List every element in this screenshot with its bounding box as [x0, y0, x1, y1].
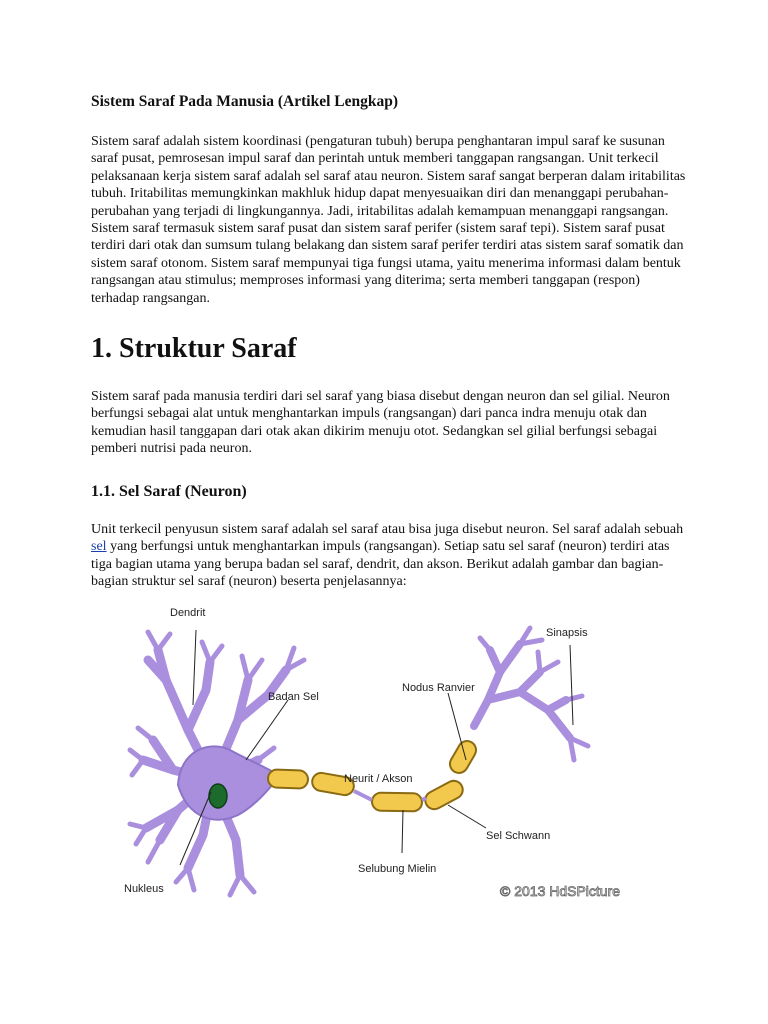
neuron-illustration	[118, 600, 638, 905]
label-badan-sel: Badan Sel	[268, 691, 319, 703]
intro-paragraph-1: Sistem saraf adalah sistem koordinasi (pengaturan tubuh) berupa penghantaran impul saraf ke susunan saraf pusat, pemrosesan impul saraf dan perintah untuk memberi tanggapan rangsangan. Unit terkecil pelaksanaan kerja sistem saraf adalah sel saraf atau neuron. Sistem saraf sangat berperan dalam iritabilitas tubuh. Iritabilitas memungkinkan makhluk hidup dapat menyesuaikan diri dan menanggapi perubahan-perubahan yang terjadi di lingkungannya. Jadi, iritabilitas adalah kemampuan menanggapi rangsangan.	[91, 134, 686, 219]
sel-link[interactable]: sel	[91, 539, 107, 555]
section-heading-struktur-saraf: 1. Struktur Saraf	[91, 333, 297, 365]
label-neurit-akson: Neurit / Akson	[344, 773, 413, 785]
article-title: Sistem Saraf Pada Manusia (Artikel Lengkap)	[91, 93, 398, 110]
intro-paragraph-2: Sistem saraf termasuk sistem saraf pusat dan sistem saraf perifer (sistem saraf tepi). Sistem saraf pusat terdiri dari otak dan sumsum tulang belakang dan sistem saraf perifer terdiri atas sistem saraf somatik dan sistem saraf otonom. Sistem saraf mempunyai tiga fungsi utama, yaitu menerima informasi dalam bentuk rangsangan atau stimulus; memproses informasi yang diterima; serta memberi tanggapan (respon) terhadap rangsangan.	[91, 221, 684, 306]
copyright-watermark: © 2013 HdSPicture	[500, 883, 621, 899]
section1-paragraph: Sistem saraf pada manusia terdiri dari sel saraf yang biasa disebut dengan neuron dan sel gilial. Neuron berfungsi sebagai alat untuk menghantarkan impuls (rangsangan) dari panca indra menuju otak dan kemudian hasil tanggapan dari otak akan dikirim menuju otot. Sedangkan sel gilial berfungsi sebagai pemberi nutrisi pada neuron.	[91, 389, 670, 457]
axon-terminal	[474, 628, 588, 760]
section11-paragraph	[91, 521, 691, 591]
label-sinapsis: Sinapsis	[546, 627, 588, 639]
label-dendrit: Dendrit	[170, 607, 206, 619]
neuron-diagram	[118, 600, 638, 905]
section11-text-after-link: yang berfungsi untuk menghantarkan impuls (rangsangan). Setiap satu sel saraf (neuron) terdiri atas tiga bagian utama yang berupa badan sel saraf, dendrit, dan akson. Berikut adalah gambar dan bagian-bagian struktur sel saraf (neuron) beserta penjelasannya:	[91, 539, 670, 589]
label-nukleus: Nukleus	[124, 883, 164, 895]
subsection-heading-sel-saraf: 1.1. Sel Saraf (Neuron)	[91, 482, 247, 500]
article-content	[91, 93, 691, 590]
label-nodus-ranvier: Nodus Ranvier	[402, 682, 475, 694]
nucleus	[209, 784, 227, 808]
label-sel-schwann: Sel Schwann	[486, 830, 551, 842]
section11-text-before-link: Unit terkecil penyusun sistem saraf adalah sel saraf atau bisa juga disebut neuron. Sel saraf adalah sebuah	[91, 521, 684, 537]
label-selubung-mielin: Selubung Mielin	[358, 863, 437, 875]
